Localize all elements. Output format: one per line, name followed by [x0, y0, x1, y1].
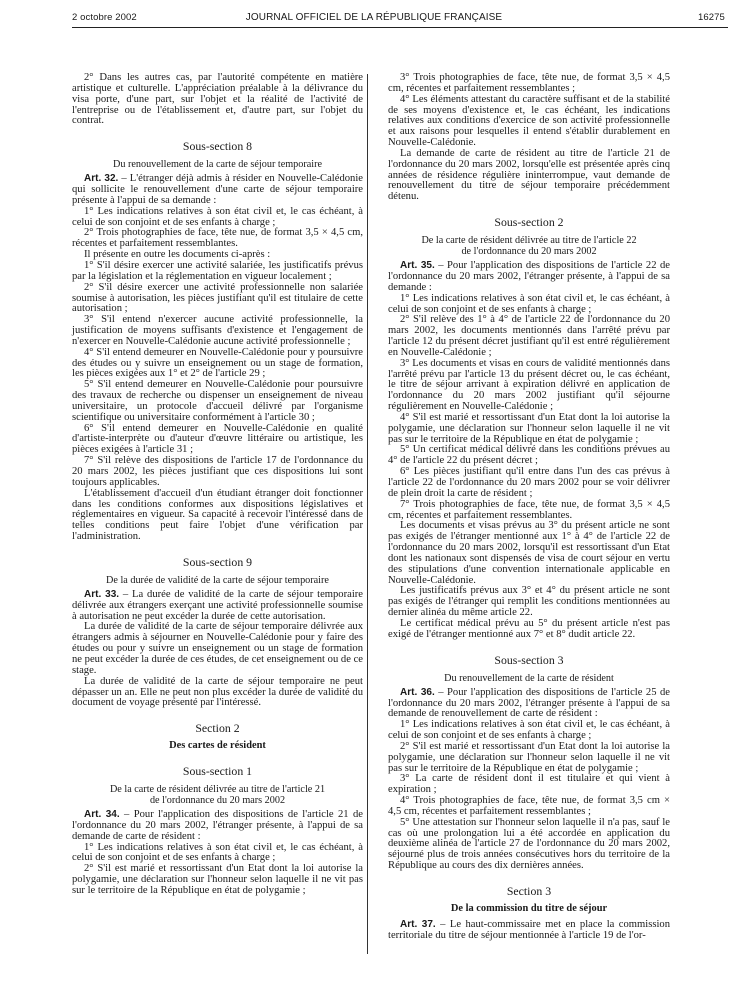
article-label: Art. 33. [84, 588, 120, 600]
paragraph: L'établissement d'accueil d'un étudiant étranger doit fonctionner dans les conditions conformes aux dispositions législatives et réglementaires en vigueur. Sa capacité à recevoir l'intéressé dans de telles conditions peut faire l'objet d'une vérification par l'administration. [72, 487, 363, 543]
header-rule [72, 27, 728, 28]
section-heading: Section 2 [195, 721, 240, 736]
subsection-title: Du renouvellement de la carte de résident [444, 672, 614, 684]
paragraph: 5° S'il entend demeurer en Nouvelle-Calédonie pour poursuivre des travaux de recherche ou dispenser un enseignement de niveau universitaire, un protocole d'accueil délivré par l'organisme scientifique ou universitaire conformément à l'article 30 ; [72, 379, 363, 423]
article-label: Art. 37. [400, 918, 436, 930]
page-number: 16275 [698, 12, 725, 23]
paragraph: Les justificatifs prévus aux 3° et 4° du présent article ne sont pas exigés de l'étranger qui remplit les conditions mentionnées au dernier alinéa du même article 22. [388, 585, 670, 619]
article-text: – Pour l'application des dispositions de l'article 25 de l'ordonnance du 20 mars 2002, l'étranger présente à l'appui de sa demande de renouvellement de carte de résident : [388, 686, 670, 720]
paragraph: 6° Les pièces justifiant qu'il entre dans l'un des cas prévus à l'article 22 de l'ordonnance du 20 mars 2002 pour se voir délivrer de plein droit la carte de résident ; [388, 466, 670, 499]
section-heading: Sous-section 9 [182, 554, 253, 569]
article-paragraph [72, 810, 363, 843]
paragraph: 2° S'il est marié et ressortissant d'un Etat dont la loi autorise la polygamie, une déclaration sur l'honneur selon laquelle il ne vit pas sur le territoire de la République en état de polygamie ; [72, 863, 363, 896]
paragraph: Il présente en outre les documents ci-après : [84, 249, 271, 261]
article-text: – L'étranger déjà admis à résider en Nouvelle-Calédonie qui sollicite le renouvellement d'une carte de séjour temporaire présente à l'appui de sa demande : [72, 173, 363, 206]
left-column [72, 73, 363, 897]
paragraph: 7° Trois photographies de face, tête nue, de format 3,5 × 4,5 cm, récentes et parfaitement ressemblantes. [388, 498, 670, 521]
subsection-title: De la carte de résident délivrée au titre de l'article 21 de l'ordonnance du 20 mars 2002 [109, 784, 326, 807]
paragraph: 7° S'il relève des dispositions de l'article 17 de l'ordonnance du 20 mars 2002, les pièces justifiant que ces dispositions lui sont toujours applicables. [72, 455, 363, 488]
section-heading: Sous-section 2 [494, 215, 564, 230]
paragraph: 2° S'il relève des 1° à 4° de l'article 22 de l'ordonnance du 20 mars 2002, les documents mentionnés dans l'arrêté prévu par l'article 12 du présent décret justifiant qu'il est entré régulièrement en Nouvelle-Calédonie ; [388, 314, 670, 358]
paragraph: La durée de validité de la carte de séjour temporaire délivrée aux étrangers admis à séjourner en Nouvelle-Calédonie pour y faire des études ou pour y suivre un enseignement ou un stage de formation ne peut excéder la durée de ces études, de cet enseignement ou de ce stage. [72, 621, 363, 676]
article-label: Art. 35. [400, 260, 435, 272]
article-text: – La durée de validité de la carte de séjour temporaire délivrée aux étrangers exerçant une activité professionnelle soumise à autorisation ne peut excéder la durée de cette autorisation. [72, 588, 364, 622]
paragraph: 3° La carte de résident dont il est titulaire et qui vient à expiration ; [388, 773, 670, 796]
paragraph: 1° Les indications relatives à son état civil et, le cas échéant, à celui de son conjoint et de ses enfants à charge ; [388, 292, 670, 315]
section-heading: Sous-section 3 [494, 652, 564, 667]
section-title: De la commission du titre de séjour [450, 903, 608, 914]
section-heading: Section 3 [506, 884, 552, 898]
paragraph: 2° Dans les autres cas, par l'autorité compétente en matière artistique et culturelle. L'appréciation préalable à la délivrance du visa porte, d'une part, sur l'objet et la réalité de l'activité de l'entreprise ou de l'établissement et, d'autre part, sur l'objet du contrat. [72, 72, 363, 127]
paragraph: 5° Un certificat médical délivré dans les conditions prévues au 4° de l'article 22 du présent décret ; [388, 444, 670, 467]
paragraph: 2° S'il désire exercer une activité professionnelle non salariée soumise à autorisation, les pièces justifiant qu'il est titulaire de cette autorisation ; [72, 281, 363, 315]
column-divider [367, 74, 368, 954]
paragraph: 1° S'il désire exercer une activité salariée, les justificatifs prévus par la législation et la réglementation en vigueur localement ; [72, 259, 363, 282]
paragraph: 4° Les éléments attestant du caractère suffisant et de la stabilité de ses moyens d'existence et, le cas échéant, les indications relatives aux conditions d'exercice de son activité professionnelle et aux raisons pour lesquelles il entend s'établir durablement en Nouvelle-Calédonie. [388, 93, 670, 149]
article-paragraph [388, 920, 670, 942]
paragraph: 1° Les indications relatives à son état civil et, le cas échéant, à celui de son conjoint et de ses enfants à charge ; [72, 841, 363, 864]
paragraph: 4° S'il est marié et ressortissant d'un Etat dont la loi autorise la polygamie, une déclaration sur l'honneur selon laquelle il ne vit pas sur le territoire de la République en état de polygamie ; [388, 411, 670, 445]
paragraph: Les documents et visas prévus au 3° du présent article ne sont pas exigés de l'étranger mentionné aux 1° à 4° de l'article 22 de l'ordonnance du 20 mars 2002, lorsqu'il est ressortissant d'un Etat dont les nationaux sont dispensés de visa de court séjour en vertu des stipulations d'une convention internationale applicable en Nouvelle-Calédonie. [388, 520, 670, 586]
article-label: Art. 34. [84, 809, 120, 821]
paragraph: 1° Les indications relatives à son état civil et, le cas échéant, à celui de son conjoint et de ses enfants à charge ; [388, 719, 670, 742]
paragraph: 3° Trois photographies de face, tête nue, de format 3,5 × 4,5 cm, récentes et parfaitement ressemblantes ; [388, 72, 670, 94]
article-text: – Pour l'application des dispositions de l'article 22 de l'ordonnance du 20 mars 2002, l'étranger présente, à l'appui de sa demande : [388, 260, 670, 293]
header-date: 2 octobre 2002 [72, 12, 137, 23]
paragraph: 4° S'il entend demeurer en Nouvelle-Calédonie pour y poursuivre des études ou y suivre un enseignement ou un stage de formation, les pièces exigées aux 1° et 2° de l'article 29 ; [72, 346, 363, 380]
article-text: – Pour l'application des dispositions de l'article 21 de l'ordonnance du 20 mars 2002, l'étranger présente, à l'appui de sa demande de carte de résident : [72, 809, 363, 842]
paragraph: 4° Trois photographies de face, tête nue, de format 3,5 cm × 4,5 cm, récentes et parfaitement ressemblantes ; [388, 795, 670, 817]
paragraph: 2° Trois photographies de face, tête nue, de format 3,5 × 4,5 cm, récentes et parfaitement ressemblantes. [72, 227, 363, 250]
article-paragraph [388, 261, 670, 294]
right-column [388, 73, 670, 942]
paragraph: La demande de carte de résident au titre de l'article 21 de l'ordonnance du 20 mars 2002, lorsqu'elle est présentée après cinq années de résidence régulière ininterrompue, vaut demande de renouvellement du titre de séjour temporaire précédemment détenu. [388, 147, 670, 203]
paragraph: 2° S'il est marié et ressortissant d'un Etat dont la loi autorise la polygamie, une déclaration sur l'honneur selon laquelle il ne vit pas sur le territoire de la République en état de polygamie ; [388, 740, 670, 774]
paragraph: 3° Les documents et visas en cours de validité mentionnés dans l'arrêté prévu par l'article 13 du présent décret ou, le cas échéant, le titre de séjour arrivant à expiration délivré en application de l'ordonnance du 20 mars 2002 justifiant qu'il séjourne régulièrement en Nouvelle-Calédonie ; [388, 357, 670, 413]
paragraph: 1° Les indications relatives à son état civil et, le cas échéant, à celui de son conjoint et de ses enfants à charge ; [72, 205, 363, 228]
article-paragraph [72, 174, 363, 207]
article-label: Art. 32. [84, 173, 119, 185]
subsection-title: De la carte de résident délivrée au titre de l'article 22 de l'ordonnance du 20 mars 2002 [421, 235, 637, 258]
article-paragraph [388, 688, 670, 721]
section-heading: Sous-section 1 [182, 764, 253, 779]
subsection-title: De la durée de validité de la carte de séjour temporaire [106, 574, 329, 586]
section-title: Des cartes de résident [169, 740, 266, 752]
article-paragraph [72, 590, 363, 623]
article-label: Art. 36. [400, 686, 435, 698]
paragraph: 6° S'il entend demeurer en Nouvelle-Calédonie en qualité d'artiste-interprète ou d'auteur d'œuvre littéraire ou artistique, les pièces exigées à l'article 31 ; [72, 422, 363, 456]
journal-title: JOURNAL OFFICIEL DE LA RÉPUBLIQUE FRANÇAISE [245, 12, 503, 23]
paragraph: 3° S'il entend n'exercer aucune activité professionnelle, la justification de moyens suffisants d'existence et l'engagement de n'exercer en Nouvelle-Calédonie aucune activité professionnelle ; [72, 314, 363, 347]
article-text: – Le haut-commissaire met en place la commission territoriale du titre de séjour mentionnée à l'article 19 de l'or- [388, 918, 670, 941]
subsection-title: Du renouvellement de la carte de séjour temporaire [112, 159, 323, 171]
paragraph: 5° Une attestation sur l'honneur selon laquelle il n'a pas, sauf le cas où une prolongation lui a été accordée en application du deuxième alinéa de l'article 27 de l'ordonnance du 20 mars 2002, séjourné plus de trois années consécutives hors du territoire de la République au cours des dix dernières années. [388, 816, 670, 872]
paragraph: La durée de validité de la carte de séjour temporaire ne peut dépasser un an. Elle ne peut non plus excéder la durée de validité du document de voyage présenté par l'intéressé. [72, 675, 363, 709]
section-heading: Sous-section 8 [182, 139, 253, 154]
paragraph: Le certificat médical prévu au 5° du présent article n'est pas exigé de l'étranger mentionné aux 7° et 8° dudit article 22. [388, 617, 670, 640]
